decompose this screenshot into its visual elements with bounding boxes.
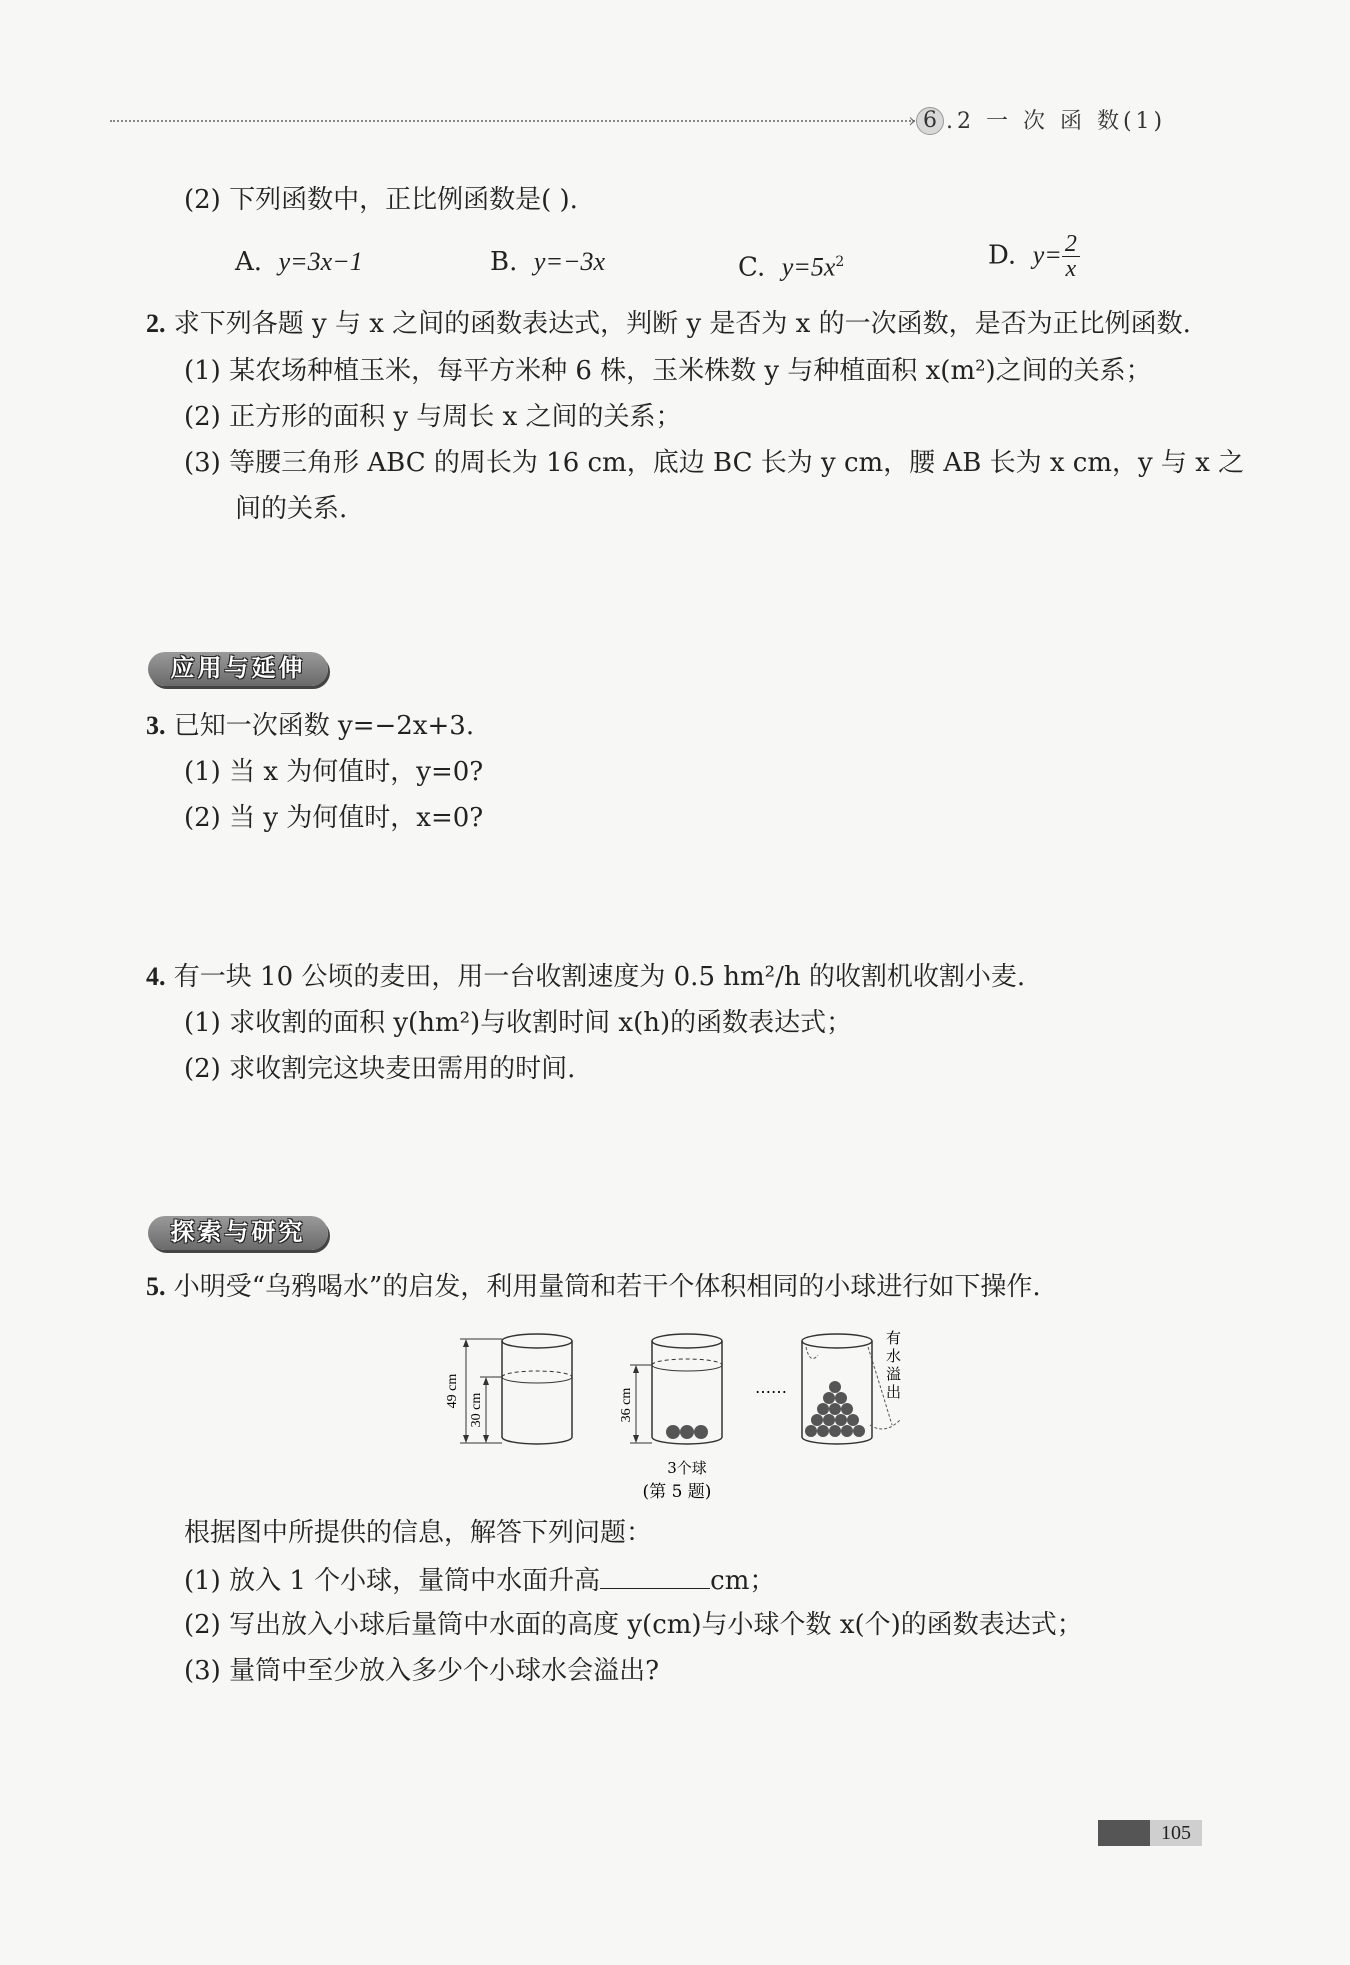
q3-part1: (1) 当 x 为何值时，y=0? [184,757,484,787]
q3-stem: 3. 已知一次函数 y=−2x+3. [146,711,475,741]
ball [680,1425,694,1439]
header-rule [110,120,918,122]
q2-part3-cont: 间的关系. [235,494,348,524]
answer-blank [600,1562,710,1589]
q5-intro: 根据图中所提供的信息，解答下列问题： [184,1518,653,1548]
overflow-label-3: 溢 [886,1365,902,1383]
cylinder-3 [802,1329,901,1444]
page-number-bar [1098,1820,1150,1846]
q2-stem: 2. 求下列各题 y 与 x 之间的函数表达式，判断 y 是否为 x 的一次函数，是否为正比例函数. [146,309,1191,339]
ball [694,1425,708,1439]
label-36cm: 36 cm [619,1387,634,1423]
q1-part2: (2) 下列函数中，正比例函数是( ). [184,185,578,215]
q4-part2: (2) 求收割完这块麦田需用的时间. [184,1054,576,1084]
figure-caption: (第 5 题) [642,1482,712,1502]
q4-part1: (1) 求收割的面积 y(hm²)与收割时间 x(h)的函数表达式； [184,1008,853,1038]
cylinder-1 [445,1334,572,1444]
page-number: 105 [1150,1820,1202,1846]
arrow-icon: › [908,108,916,132]
balls-caption: 3个球 [667,1459,707,1477]
q5-part2: (2) 写出放入小球后量筒中水面的高度 y(cm)与小球个数 x(个)的函数表达式； [184,1610,1083,1640]
cylinder-2 [619,1334,722,1477]
section-title-explore: 探索与研究 [170,1218,306,1246]
fraction: $\frac{2}{x}$ [1062,232,1080,281]
option-a: A. y=3x−1 [235,247,363,277]
cylinder-figure [430,1325,930,1505]
option-d: D. y= $\frac{2}{x}$ [988,232,1080,281]
option-c: C. $y=5x^2$ [738,252,845,283]
chapter-number-badge: 6 [916,107,944,135]
label-30cm: 30 cm [469,1392,484,1428]
header-title: .2 一 次 函 数(1) [946,109,1167,134]
q2-part1: (1) 某农场种植玉米，每平方米种 6 株，玉米株数 y 与种植面积 x(m²)之间的关系； [184,356,1152,386]
q4-stem: 4. 有一块 10 公顷的麦田，用一台收割速度为 0.5 hm²/h 的收割机收割小麦. [146,962,1026,992]
overflow-label-1: 有 [886,1329,902,1347]
overflow-label-4: 出 [886,1383,902,1401]
q2-part3: (3) 等腰三角形 ABC 的周长为 16 cm，底边 BC 长为 y cm，腰 AB 长为 x cm，y 与 x 之 [184,448,1245,478]
q5-part3: (3) 量筒中至少放入多少个小球水会溢出? [184,1656,660,1686]
q5-stem: 5. 小明受“乌鸦喝水”的启发，利用量筒和若干个体积相同的小球进行如下操作. [146,1272,1041,1302]
ellipsis: …… [755,1378,787,1397]
overflow-label-2: 水 [886,1347,902,1365]
q3-part2: (2) 当 y 为何值时，x=0? [184,803,484,833]
ball [666,1425,680,1439]
option-b: B. y=−3x [490,247,606,277]
q2-part2: (2) 正方形的面积 y 与周长 x 之间的关系； [184,402,682,432]
section-title-apply: 应用与延伸 [170,654,306,682]
q5-part1: (1) 放入 1 个小球，量筒中水面升高 cm； [184,1562,775,1598]
label-49cm: 49 cm [445,1373,460,1409]
